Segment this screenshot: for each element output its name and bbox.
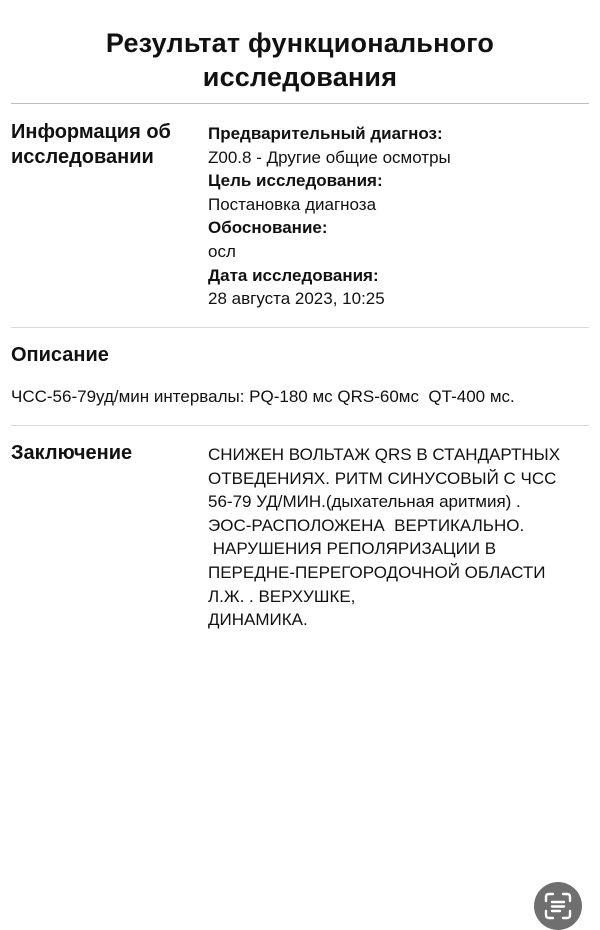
info-divider <box>11 327 589 328</box>
study-date-value: 28 августа 2023, 10:25 <box>208 289 385 309</box>
info-section-label <box>11 120 196 170</box>
conclusion-line: ОТВЕДЕНИЯХ. РИТМ СИНУСОВЫЙ С ЧСС <box>208 468 557 488</box>
info-fields <box>208 122 588 311</box>
page-title <box>0 0 600 94</box>
conclusion-line: Л.Ж. . ВЕРХУШКЕ, <box>208 586 356 606</box>
conclusion-line: ЭОС-РАСПОЛОЖЕНА ВЕРТИКАЛЬНО. <box>208 515 525 535</box>
study-date-label: Дата исследования: <box>208 265 379 285</box>
study-purpose-label: Цель исследования: <box>208 171 383 191</box>
study-purpose-value: Постановка диагноза <box>208 194 377 214</box>
text-scan-icon <box>543 891 573 921</box>
info-section-label-line-2: исследовании <box>11 146 154 168</box>
conclusion-line: 56-79 УД/МИН.(дыхательная аритмия) . <box>208 492 521 512</box>
justification-label: Обоснование: <box>208 218 328 238</box>
preliminary-diagnosis-value: Z00.8 - Другие общие осмотры <box>208 147 451 167</box>
conclusion-line: СНИЖЕН ВОЛЬТАЖ QRS В СТАНДАРТНЫХ <box>208 445 561 464</box>
conclusion-line: ПЕРЕДНЕ-ПЕРЕГОРОДОЧНОЙ ОБЛАСТИ <box>208 562 546 582</box>
conclusion-line: НАРУШЕНИЯ РЕПОЛЯРИЗАЦИИ В <box>208 539 497 559</box>
page-title-line-2: исследования <box>202 62 398 92</box>
info-section-label-line-1: Информация об <box>11 121 171 143</box>
description-text: ЧСС-56-79уд/мин интервалы: PQ-180 мс QRS-60мс QT-400 мс. <box>11 387 515 406</box>
page-title-line-1: Результат функционального <box>105 28 495 58</box>
title-divider <box>11 103 589 104</box>
description-section-label: Описание <box>11 344 109 366</box>
text-scan-button[interactable] <box>534 882 582 930</box>
justification-value: осл <box>208 241 236 261</box>
conclusion-section-label: Заключение <box>11 442 133 464</box>
description-divider <box>11 425 589 426</box>
conclusion-text <box>208 443 593 632</box>
conclusion-line: ДИНАМИКА. <box>208 610 308 630</box>
preliminary-diagnosis-label: Предварительный диагноз: <box>208 124 443 143</box>
